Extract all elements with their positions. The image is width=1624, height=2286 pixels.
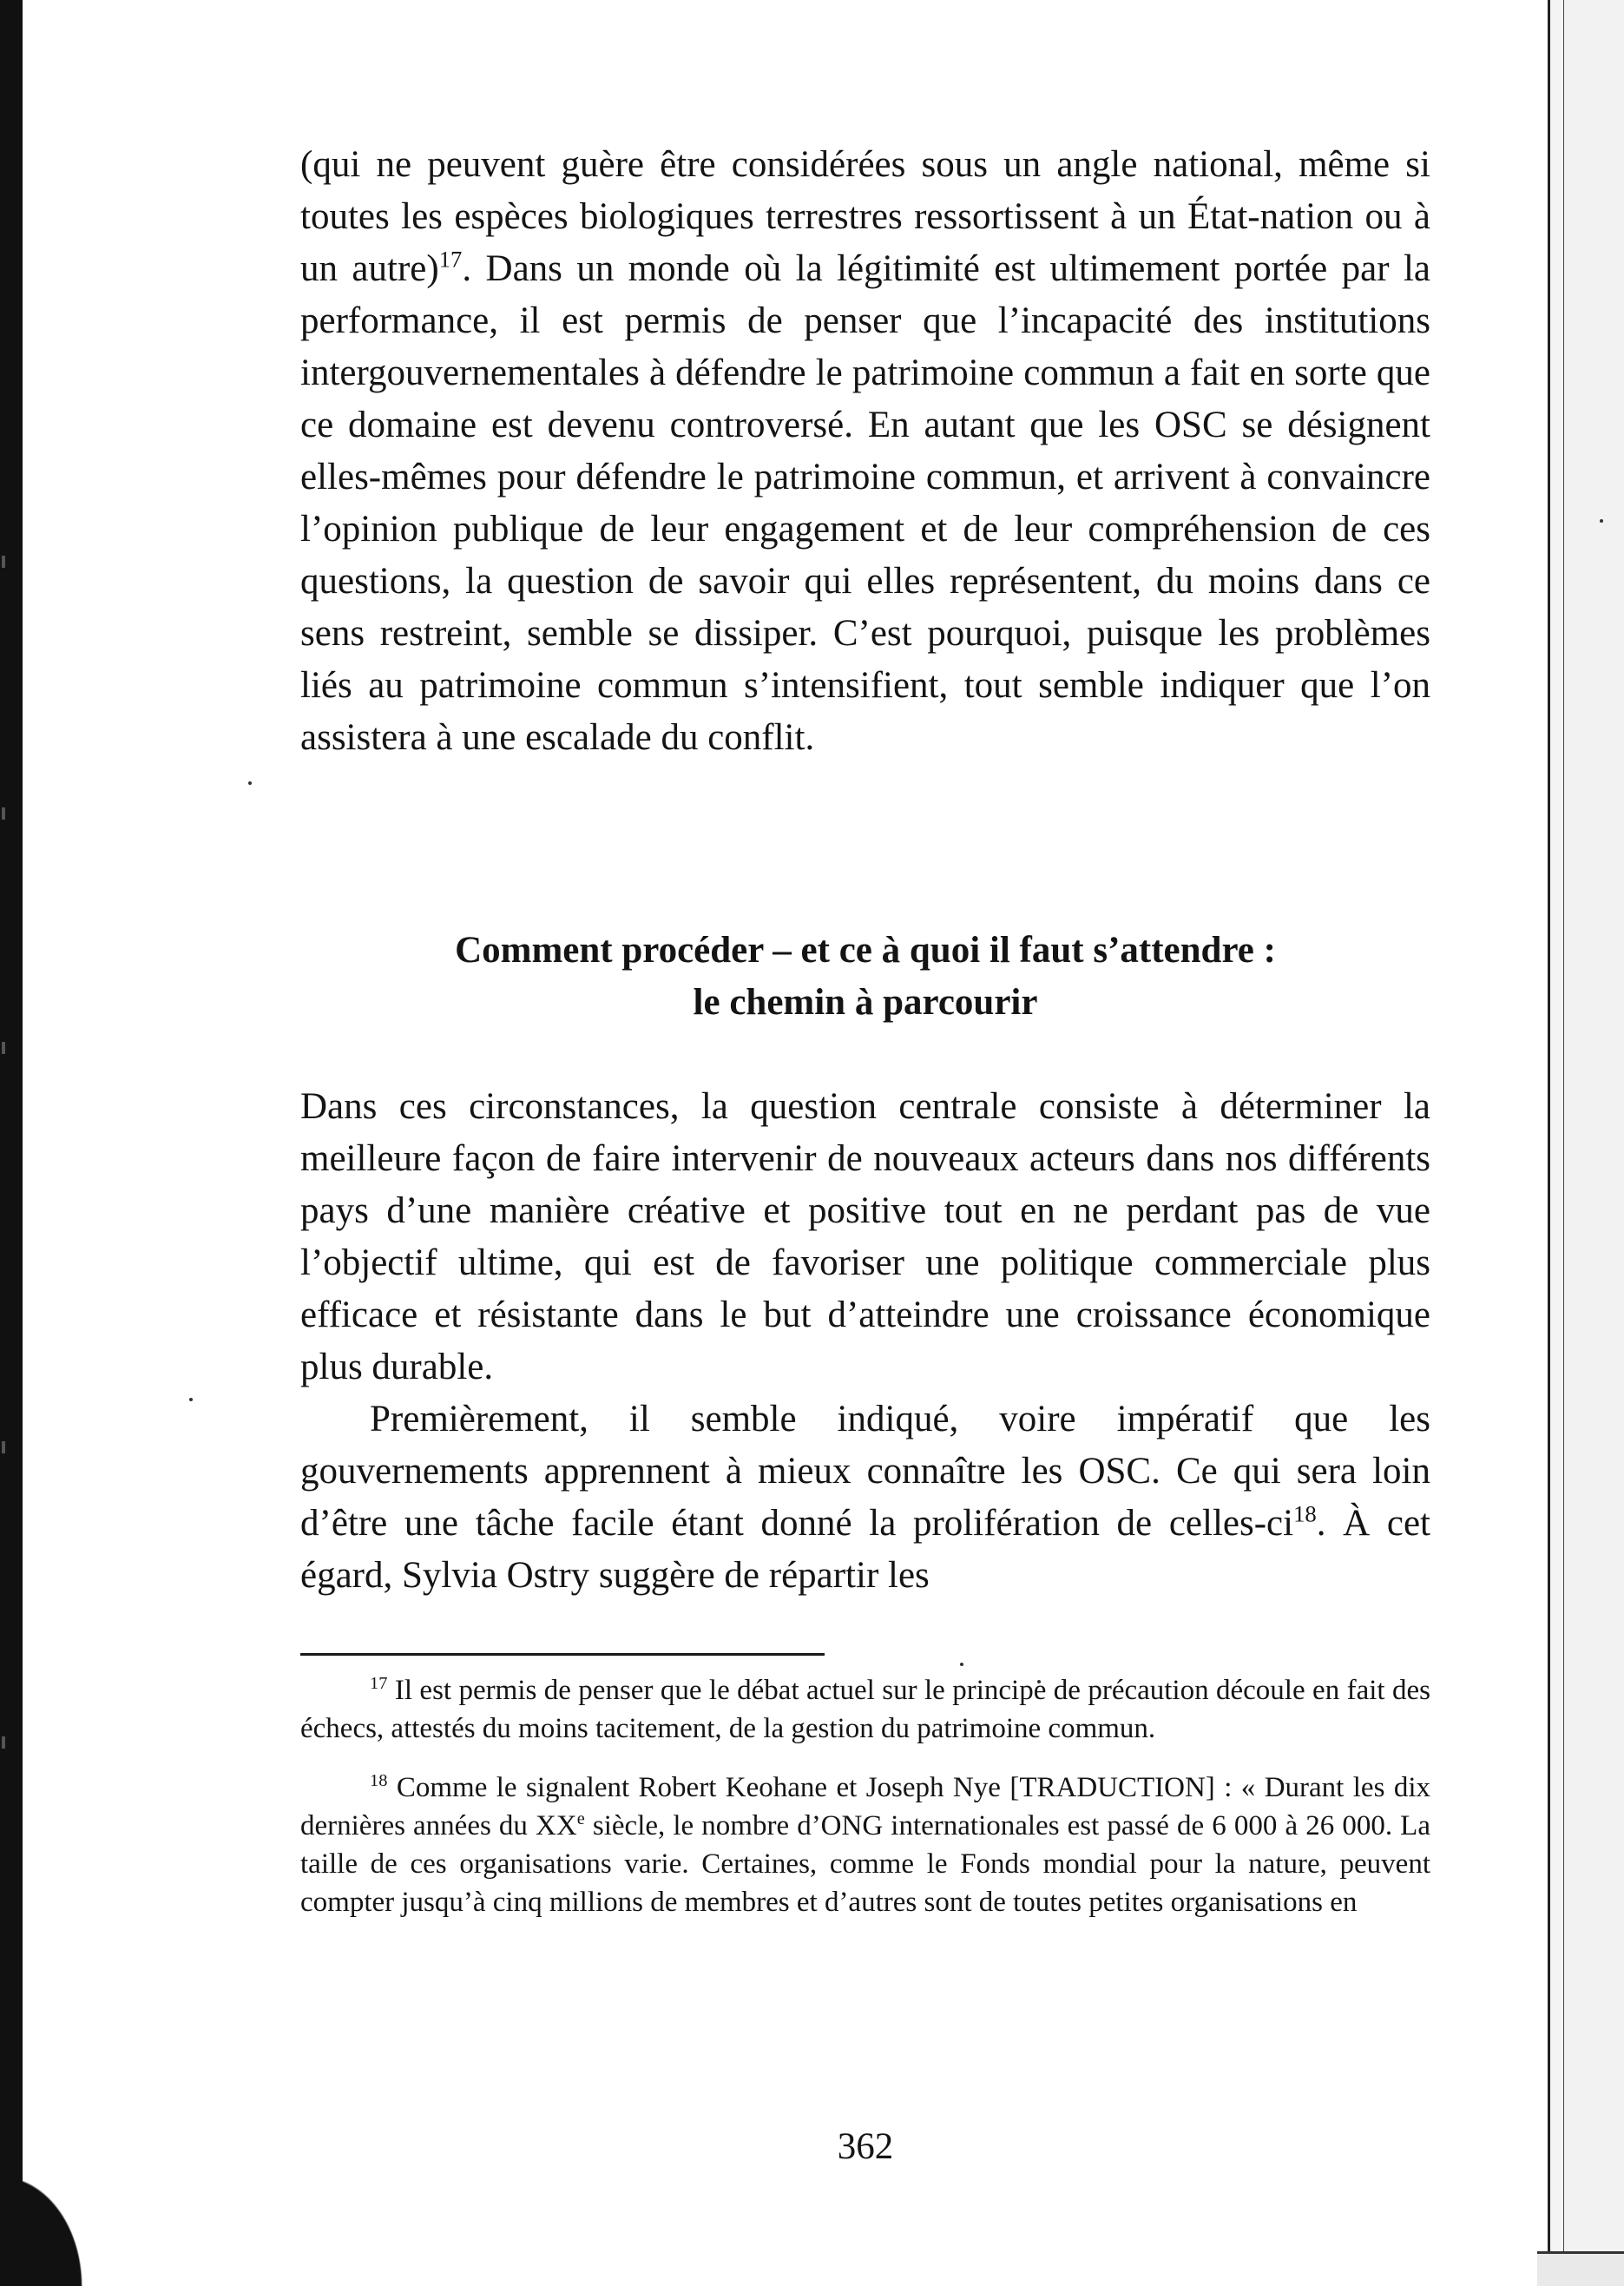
- paragraph-3: [300, 1393, 1430, 1602]
- century-superscript: e: [576, 1809, 585, 1828]
- footnote-ref-17: 17: [438, 246, 463, 273]
- scan-right-edge: [1537, 0, 1624, 2286]
- scan-binding-shadow: [0, 0, 23, 2286]
- paragraph-2: Dans ces circonstances, la question centrale consiste à déterminer la meilleure façon de faire intervenir de nouveaux acteurs dans nos différents pays d’une manière créative et positive tout en ne perdant pas de vue l’objectif ultime, qui est de favoriser une politique commerciale plus efficace et résistante dans le but d’atteindre une croissance économique plus durable.: [300, 1086, 1430, 1387]
- scan-corner-shadow: [0, 2147, 104, 2286]
- scan-mark: [2, 807, 5, 820]
- footnote-text: Comme le signalent Robert Keohane et Joseph Nye [TRADUCTION] : « Durant les dix dernières années du XX: [300, 1772, 1430, 1841]
- footnote-text: Il est permis de penser que le débat actuel sur le principe de précaution découle en fait des échecs, attestés du moins tacitement, de la gestion du patrimoine commun.: [300, 1675, 1430, 1744]
- footnote-17: [300, 1671, 1430, 1748]
- paragraph-continuation: [300, 139, 1430, 764]
- paragraph-text: Premièrement, il semble indiqué, voire impératif que les gouvernements apprennent à mieux connaître les OSC. Ce qui sera loin d’être une tâche facile étant donné la prolifération de celles-ci: [300, 1399, 1430, 1544]
- footnote-text: siècle, le nombre d’ONG internationales est passé de 6 000 à 26 000. La taille de ces organisations varie. Certaines, comme le Fonds mondial pour la nature, peuvent compter jusqu’à cinq millions de membres et d’autres sont de toutes petites organisations en: [300, 1810, 1430, 1918]
- footnote-separator: [300, 1653, 825, 1656]
- section-body: [300, 1081, 1430, 1602]
- scan-mark: [2, 1441, 5, 1453]
- scan-speck: [248, 781, 252, 785]
- scan-speck: [1600, 519, 1603, 523]
- footnote-number: 17: [370, 1674, 388, 1693]
- scan-mark: [2, 1736, 5, 1749]
- scan-mark: [2, 556, 5, 568]
- paragraph-text: . Dans un monde où la légitimité est ultimement portée par la performance, il est permis de penser que l’incapacité des institutions intergouvernementales à défendre le patrimoine commun a fait en sorte que ce domaine est devenu controversé. En autant que les OSC se désignent elles-mêmes pour défendre le patrimoine commun, et arrivent à convaincre l’opinion publique de leur engagement et de leur compréhension de ces questions, la question de savoir qui elles représentent, du moins dans ce sens restreint, semble se dissiper. C’est pourquoi, puisque les problèmes liés au patrimoine commun s’intensifient, tout semble indiquer que l’on assistera à une escalade du conflit.: [300, 248, 1430, 758]
- footnote-18: [300, 1769, 1430, 1921]
- page-number: 362: [837, 2126, 894, 2167]
- paragraph-text: (qui ne peuvent guère être considérées sous un angle national, même si toutes les espèces biologiques terrestres ressortissent à un État-nation ou à un autre): [300, 144, 1430, 289]
- scan-right-bottom-edge: [1537, 2217, 1624, 2286]
- footnote-number: 18: [370, 1771, 388, 1790]
- heading-line-1: Comment procéder – et ce à quoi il faut s’attendre :: [455, 930, 1276, 971]
- heading-line-2: le chemin à parcourir: [693, 982, 1038, 1023]
- scan-speck: [960, 1663, 963, 1666]
- footnotes: [300, 1671, 1430, 1942]
- paragraph-text: . À cet égard, Sylvia Ostry suggère de répartir les: [300, 1503, 1431, 1596]
- footnote-ref-18: 18: [1293, 1500, 1317, 1527]
- scan-speck: [189, 1398, 193, 1401]
- section-heading: [300, 925, 1430, 1029]
- scan-mark: [2, 1042, 5, 1054]
